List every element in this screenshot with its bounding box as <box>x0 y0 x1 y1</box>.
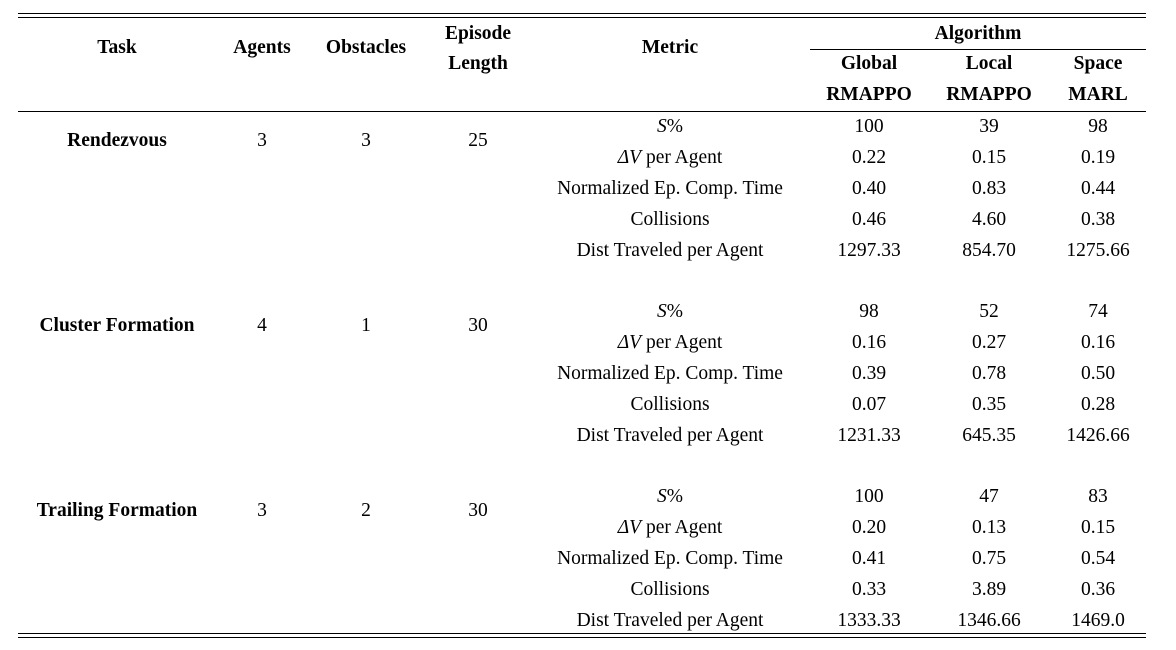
metric-value: 0.44 <box>1080 178 1116 199</box>
header-task: Task <box>97 37 137 58</box>
metric-label: S% <box>657 301 683 322</box>
metric-value: 0.16 <box>1080 332 1116 353</box>
metric-value: 0.13 <box>971 517 1007 538</box>
metric-label: ΔV per Agent <box>617 517 723 538</box>
header-local-rmappo-2: RMAPPO <box>946 84 1032 105</box>
metric-value: 0.33 <box>851 579 887 600</box>
metric-value: 0.28 <box>1080 394 1116 415</box>
header-agents: Agents <box>233 37 291 58</box>
metric-value: 645.35 <box>962 425 1016 446</box>
metric-value: 1469.0 <box>1071 610 1125 631</box>
task-name: Cluster Formation <box>39 315 195 336</box>
header-episode-length-2: Length <box>448 53 508 74</box>
metric-value: 52 <box>979 301 999 322</box>
episode-length: 30 <box>468 500 488 521</box>
metric-value: 1333.33 <box>837 610 901 631</box>
agents-count: 4 <box>257 315 267 336</box>
metric-value: 0.35 <box>971 394 1007 415</box>
header-metric: Metric <box>641 37 699 58</box>
metric-value: 39 <box>979 116 999 137</box>
metric-value: 1275.66 <box>1066 240 1130 261</box>
header-global-rmappo-2: RMAPPO <box>826 84 912 105</box>
metric-value: 4.60 <box>971 209 1007 230</box>
metric-value: 98 <box>1088 116 1108 137</box>
metric-value: 0.50 <box>1080 363 1116 384</box>
metric-value: 3.89 <box>971 579 1007 600</box>
metric-value: 0.07 <box>851 394 887 415</box>
metric-label: Collisions <box>630 394 710 415</box>
agents-count: 3 <box>257 500 267 521</box>
header-obstacles: Obstacles <box>325 37 407 58</box>
header-space-marl-2: MARL <box>1068 84 1128 105</box>
metric-value: 83 <box>1088 486 1108 507</box>
metric-label: Dist Traveled per Agent <box>576 610 764 631</box>
metric-value: 0.83 <box>971 178 1007 199</box>
metric-value: 0.54 <box>1080 548 1116 569</box>
metric-label: Normalized Ep. Comp. Time <box>557 178 783 199</box>
metric-label: Dist Traveled per Agent <box>576 425 764 446</box>
metric-value: 0.20 <box>851 517 887 538</box>
metric-label: Normalized Ep. Comp. Time <box>557 548 783 569</box>
metric-value: 100 <box>854 486 884 507</box>
metric-label: S% <box>657 486 683 507</box>
metric-value: 0.22 <box>851 147 887 168</box>
obstacles-count: 2 <box>361 500 371 521</box>
bottom-rule-2 <box>18 637 1146 638</box>
episode-length: 25 <box>468 130 488 151</box>
metric-value: 100 <box>854 116 884 137</box>
metric-value: 0.40 <box>851 178 887 199</box>
metric-label: ΔV per Agent <box>617 332 723 353</box>
metric-value: 0.36 <box>1080 579 1116 600</box>
header-algorithm: Algorithm <box>934 23 1022 44</box>
metric-value: 0.15 <box>1080 517 1116 538</box>
task-name: Rendezvous <box>67 130 167 151</box>
metric-value: 1426.66 <box>1066 425 1130 446</box>
header-global-rmappo-1: Global <box>840 53 898 74</box>
metric-value: 0.19 <box>1080 147 1116 168</box>
header-episode-length-1: Episode <box>444 23 512 44</box>
metric-label: Dist Traveled per Agent <box>576 240 764 261</box>
episode-length: 30 <box>468 315 488 336</box>
metric-value: 74 <box>1088 301 1108 322</box>
agents-count: 3 <box>257 130 267 151</box>
header-local-rmappo-1: Local <box>965 53 1013 74</box>
top-rule <box>18 13 1146 14</box>
task-name: Trailing Formation <box>36 500 198 521</box>
metric-value: 1346.66 <box>957 610 1021 631</box>
obstacles-count: 1 <box>361 315 371 336</box>
metric-value: 0.15 <box>971 147 1007 168</box>
header-space-marl-1: Space <box>1073 53 1123 74</box>
header-rule <box>18 111 1146 112</box>
metric-value: 98 <box>859 301 879 322</box>
metric-value: 1297.33 <box>837 240 901 261</box>
metric-label: S% <box>657 116 683 137</box>
bottom-rule <box>18 633 1146 634</box>
top-rule-2 <box>18 17 1146 18</box>
metric-value: 47 <box>979 486 999 507</box>
metric-value: 0.16 <box>851 332 887 353</box>
metric-value: 0.41 <box>851 548 887 569</box>
metric-label: Normalized Ep. Comp. Time <box>557 363 783 384</box>
obstacles-count: 3 <box>361 130 371 151</box>
metric-value: 0.39 <box>851 363 887 384</box>
metric-value: 0.27 <box>971 332 1007 353</box>
metric-value: 1231.33 <box>837 425 901 446</box>
algorithm-underline <box>810 49 1146 50</box>
metric-value: 0.46 <box>851 209 887 230</box>
metric-label: ΔV per Agent <box>617 147 723 168</box>
metric-value: 0.38 <box>1080 209 1116 230</box>
metric-value: 0.75 <box>971 548 1007 569</box>
metric-label: Collisions <box>630 579 710 600</box>
metric-value: 0.78 <box>971 363 1007 384</box>
metric-value: 854.70 <box>962 240 1016 261</box>
metric-label: Collisions <box>630 209 710 230</box>
